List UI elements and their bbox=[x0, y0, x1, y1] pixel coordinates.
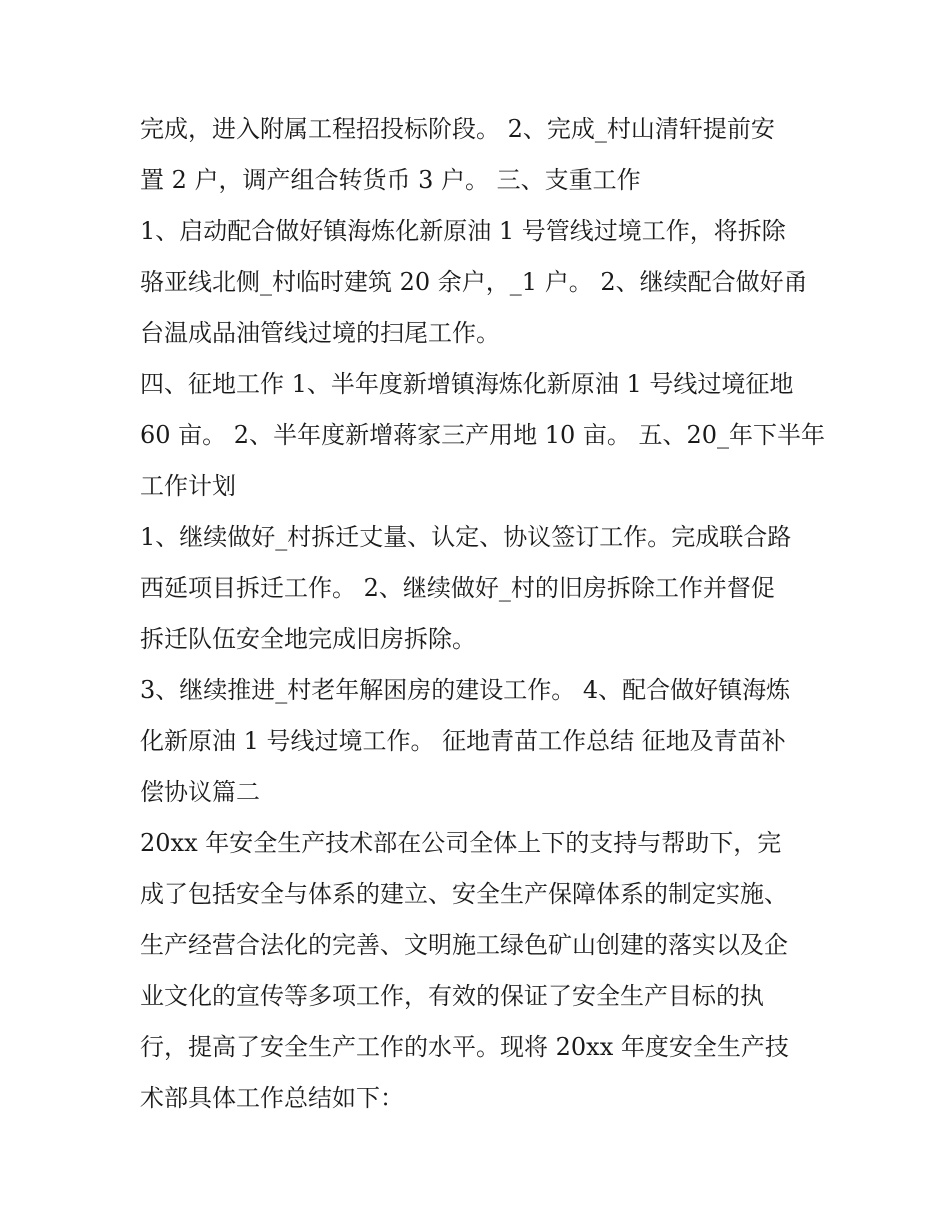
text-line: 行，提高了安全生产工作的水平。现将 20xx 年度安全生产技 bbox=[140, 1033, 789, 1061]
text-line: 20xx 年安全生产技术部在公司全体上下的支持与帮助下，完 bbox=[140, 829, 782, 857]
paragraph-5 bbox=[140, 665, 820, 818]
text-line: 3、继续推进_村老年解困房的建设工作。 4、配合做好镇海炼 bbox=[140, 676, 791, 704]
text-line: 业文化的宣传等多项工作，有效的保证了安全生产目标的执 bbox=[140, 982, 764, 1010]
text-line: 术部具体工作总结如下： bbox=[140, 1084, 404, 1112]
text-line: 完成，进入附属工程招投标阶段。 2、完成_村山清轩提前安 bbox=[140, 115, 775, 143]
text-line: 西延项目拆迁工作。 2、继续做好_村的旧房拆除工作并督促 bbox=[140, 574, 775, 602]
paragraph-3 bbox=[140, 359, 826, 512]
paragraph-6 bbox=[140, 818, 820, 1124]
text-line: 台温成品油管线过境的扫尾工作。 bbox=[140, 319, 500, 347]
text-line: 60 亩。 2、半年度新增蒋家三产用地 10 亩。 五、20_年下半年 bbox=[140, 421, 826, 449]
text-line: 四、征地工作 1、半年度新增镇海炼化新原油 1 号线过境征地 bbox=[140, 370, 794, 398]
paragraph-4 bbox=[140, 512, 820, 665]
text-line: 化新原油 1 号线过境工作。 征地青苗工作总结 征地及青苗补 bbox=[140, 727, 786, 755]
document-body bbox=[140, 104, 826, 1124]
text-line: 1、继续做好_村拆迁丈量、认定、协议签订工作。完成联合路 bbox=[140, 523, 792, 551]
text-line: 置 2 户，调产组合转货币 3 户。 三、支重工作 bbox=[140, 166, 641, 194]
text-line: 拆迁队伍安全地完成旧房拆除。 bbox=[140, 625, 476, 653]
text-line: 成了包括安全与体系的建立、安全生产保障体系的制定实施、 bbox=[140, 880, 788, 908]
paragraph-1 bbox=[140, 104, 820, 206]
text-line: 偿协议篇二 bbox=[140, 778, 260, 806]
text-line: 生产经营合法化的完善、文明施工绿色矿山创建的落实以及企 bbox=[140, 931, 788, 959]
paragraph-2 bbox=[140, 206, 820, 359]
text-line: 1、启动配合做好镇海炼化新原油 1 号管线过境工作，将拆除 bbox=[140, 217, 786, 245]
text-line: 骆亚线北侧_村临时建筑 20 余户，_1 户。 2、继续配合做好甬 bbox=[140, 268, 808, 296]
text-line: 工作计划 bbox=[140, 472, 236, 500]
